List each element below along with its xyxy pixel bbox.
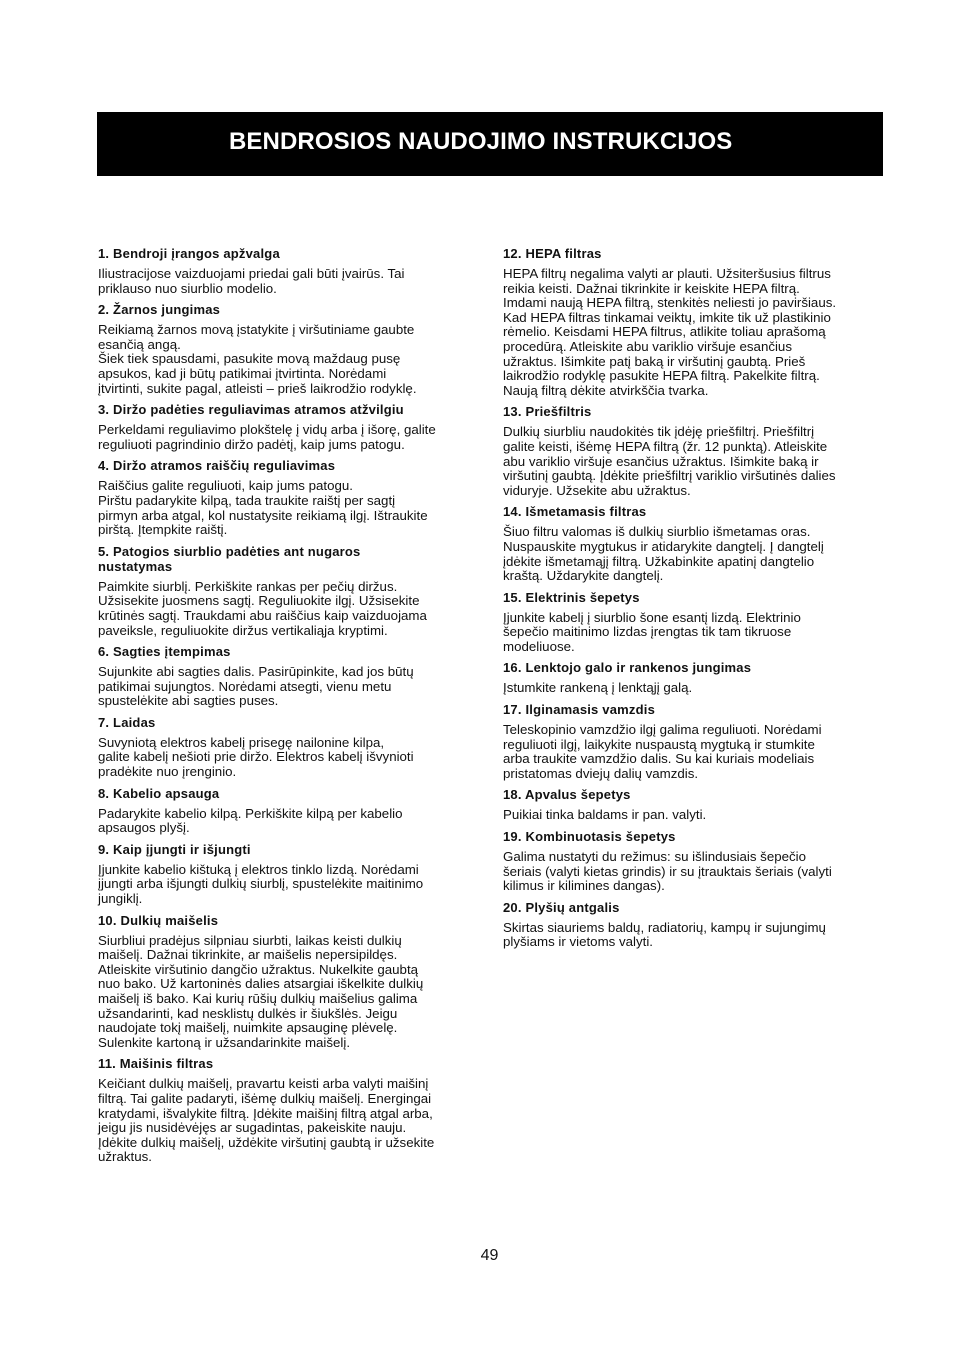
section-heading: 15. Elektrinis šepetys: [503, 589, 640, 605]
section-body: Raiščius galite reguliuoti, kaip jums patogu. Pirštu padarykite kilpą, tada traukite raištį per sagtį pirmyn arba atgal, kol nustatysite reikiamą ilgį. Ištraukite pirštą. Įtempkite raištį.: [98, 478, 428, 538]
section-heading: 18. Apvalus šepetys: [503, 787, 631, 803]
section-heading: 5. Patogios siurblio padėties ant nugaros nustatymas: [98, 543, 361, 574]
title-banner: [97, 112, 883, 176]
section: [503, 660, 885, 696]
section-body: Paimkite siurblį. Perkiškite rankas per pečių diržus. Užsisekite juosmens sagtį. Reguliuokite ilgį. Užsisekite krūtinės sagtį. Traukdami abu raiščius kaip vaizduojama paveiksle, reguliuokite diržus vertikaliąja kryptimi.: [98, 578, 427, 638]
section-body: Perkeldami reguliavimo plokštelę į vidų arba į išorę, galite reguliuoti pagrindinio diržo padėtį, kaip jums patogu.: [98, 422, 436, 452]
section-heading: 2. Žarnos jungimas: [98, 302, 221, 318]
section-body: Įstumkite rankeną į lenktąjį galą.: [503, 680, 693, 696]
section-body: Galima nustatyti du režimus: su išlindusiais šepečio šeriais (valyti kietas grindis) ir su įtrauktais šeriais (valyti kilimus ir kilimines dangas).: [503, 849, 832, 894]
section: [98, 913, 483, 1051]
section-body: HEPA filtrų negalima valyti ar plauti. Užsiteršusius filtrus reikia keisti. Dažnai tikrinkite ir keiskite HEPA filtrą. Imdami naują HEPA filtrą, stenkitės neliesti jo paviršiaus. Kad HEPA filtras tinkamai veiktų, imkite tik už plastikinio rėmelio. Keisdami HEPA filtrus, atlikite toliau aprašomą procedūrą. Atleiskite abu variklio viršuje esančius užraktus. Išimkite patį baką ir viršutinį gaubtą. Prieš laikrodžio rodyklę pasukite HEPA filtrą. Pakelkite filtrą. Naują filtrą dėkite atvirkščia tvarka.: [503, 266, 837, 398]
section-heading: 6. Sagties įtempimas: [98, 644, 231, 660]
section: [98, 544, 483, 638]
section-body: Siurbliui pradėjus silpniau siurbti, laikas keisti dulkių maišelį. Dažnai tikrinkite, ar maišelis nepersipildęs. Atleiskite viršutinio dangčio užraktus. Nukelkite gaubtą nuo bako. Už kartoninės dalies atsargiai iškelkite dulkių maišelį iš bako. Kai kurių rūšių dulkių maišelius galima užsandarinti, kad nesklistų dulkės ir šiukšlės. Jeigu naudojate tokį maišelį, nuimkite apsauginę plėvelę. Sulenkite kartoną ir užsandarinkite maišelį.: [98, 932, 424, 1050]
section-heading: 20. Plyšių antgalis: [503, 899, 620, 915]
section: [98, 302, 483, 396]
section: [503, 702, 885, 781]
page-number: 49: [480, 1247, 499, 1264]
section-body: Padarykite kabelio kilpą. Perkiškite kilpą per kabelio apsaugos plyšį.: [98, 805, 403, 836]
section: [503, 504, 885, 583]
section-body: Teleskopinio vamzdžio ilgį galima reguliuoti. Norėdami reguliuoti ilgį, laikykite nuspaustą mygtuką ir stumkite arba traukite vamzdžio dalis. Su kai kuriais modeliais pristatomas dviejų dalių vamzdis.: [503, 722, 822, 781]
section-heading: 13. Priešfiltris: [503, 404, 592, 420]
section: [503, 900, 885, 950]
left-column: [98, 246, 483, 1171]
section: [503, 246, 885, 398]
page-title: BENDROSIOS NAUDOJIMO INSTRUKCIJOS: [229, 128, 733, 155]
section: [98, 786, 483, 836]
section-body: Įjunkite kabelį į siurblio šone esantį lizdą. Elektrinio šepečio maitinimo lizdas įrengtas tik tam tikruose modeliuose.: [503, 609, 801, 654]
section-heading: 7. Laidas: [98, 714, 156, 730]
section-heading: 10. Dulkių maišelis: [98, 912, 219, 928]
section: [503, 787, 885, 823]
section-body: Šiuo filtru valomas iš dulkių siurblio išmetamas oras. Nuspauskite mygtukus ir atidarykite dangtelį. Į dangtelį įdėkite išmetamąjį filtrą. Užkabinkite apatinį dangtelio kraštą. Uždarykite dangtelį.: [503, 524, 824, 584]
section-body: Keičiant dulkių maišelį, pravartu keisti arba valyti maišinį filtrą. Tai galite padaryti, išėmę dulkių maišelį. Energingai kratydami, išvalykite filtrą. Įdėkite maišinį filtrą atgal arba, jeigu jis nusidėvėjęs ar sugadintas, pakeiskite nauju. Įdėkite dulkių maišelį, uždėkite viršutinį gaubtą ir užsekite užraktus.: [98, 1076, 435, 1165]
section-body: Skirtas siauriems baldų, radiatorių, kampų ir sujungimų plyšiams ir vietoms valyti.: [503, 919, 826, 950]
section-body: Įjunkite kabelio kištuką į elektros tinklo lizdą. Norėdami įjungti arba išjungti dulkių siurblį, spustelėkite maitinimo jungiklį.: [98, 861, 424, 907]
section-heading: 14. Išmetamasis filtras: [503, 504, 647, 520]
section-body: Iliustracijose vaizduojami priedai gali būti įvairūs. Tai priklauso nuo siurblio modelio.: [98, 266, 405, 296]
section-heading: 1. Bendroji įrangos apžvalga: [98, 246, 280, 261]
section-body: Reikiamą žarnos movą įstatykite į viršutiniame gaubte esančią angą. Šiek tiek spausdami, pasukite movą maždaug pusę apsukos, kad ji būtų patikimai įtvirtinta. Norėdami įtvirtinti, sukite pagal, atleisti – prieš laikrodžio rodyklę.: [98, 322, 417, 396]
section-heading: 19. Kombinuotasis šepetys: [503, 829, 676, 845]
section-heading: 9. Kaip įjungti ir išjungti: [98, 841, 251, 857]
section-heading: 16. Lenktojo galo ir rankenos jungimas: [503, 660, 752, 676]
section-body: Dulkių siurbliu naudokitės tik įdėję priešfiltrį. Priešfiltrį galite keisti, išėmę HEPA filtrą (žr. 12 punktą). Atleiskite abu variklio viršuje esančius užraktus. Išimkite baką ir viršutinį gaubtą. Įdėkite priešfiltrį variklio viršutinės dalies viduryje. Užsekite abu užraktus.: [503, 424, 836, 498]
section-body: Suvyniotą elektros kabelį prisegę nailonine kilpa, galite kabelį nešioti prie diržo. Elektros kabelį išvynioti pradėkite nuo įrenginio.: [98, 734, 414, 780]
section: [503, 829, 885, 894]
section-body: Puikiai tinka baldams ir pan. valyti.: [503, 807, 707, 823]
section: [98, 715, 483, 780]
section: [98, 842, 483, 907]
section-heading: 8. Kabelio apsauga: [98, 785, 220, 801]
section-heading: 11. Maišinis filtras: [98, 1056, 214, 1072]
section: [98, 458, 483, 537]
section: [503, 404, 885, 498]
right-column: [503, 246, 885, 956]
section-heading: 4. Diržo atramos raiščių reguliavimas: [98, 458, 336, 474]
section: [98, 246, 483, 296]
section-body: Sujunkite abi sagties dalis. Pasirūpinkite, kad jos būtų patikimai sujungtos. Norėdami atsegti, vienu metu spustelėkite abi sagties puses.: [98, 664, 414, 709]
section: [98, 1056, 483, 1165]
section: [98, 644, 483, 709]
section-heading: 12. HEPA filtras: [503, 246, 602, 261]
section: [98, 402, 483, 452]
section: [503, 590, 885, 655]
section-heading: 3. Diržo padėties reguliavimas atramos atžvilgiu: [98, 402, 404, 418]
section-heading: 17. Ilginamasis vamzdis: [503, 702, 656, 718]
